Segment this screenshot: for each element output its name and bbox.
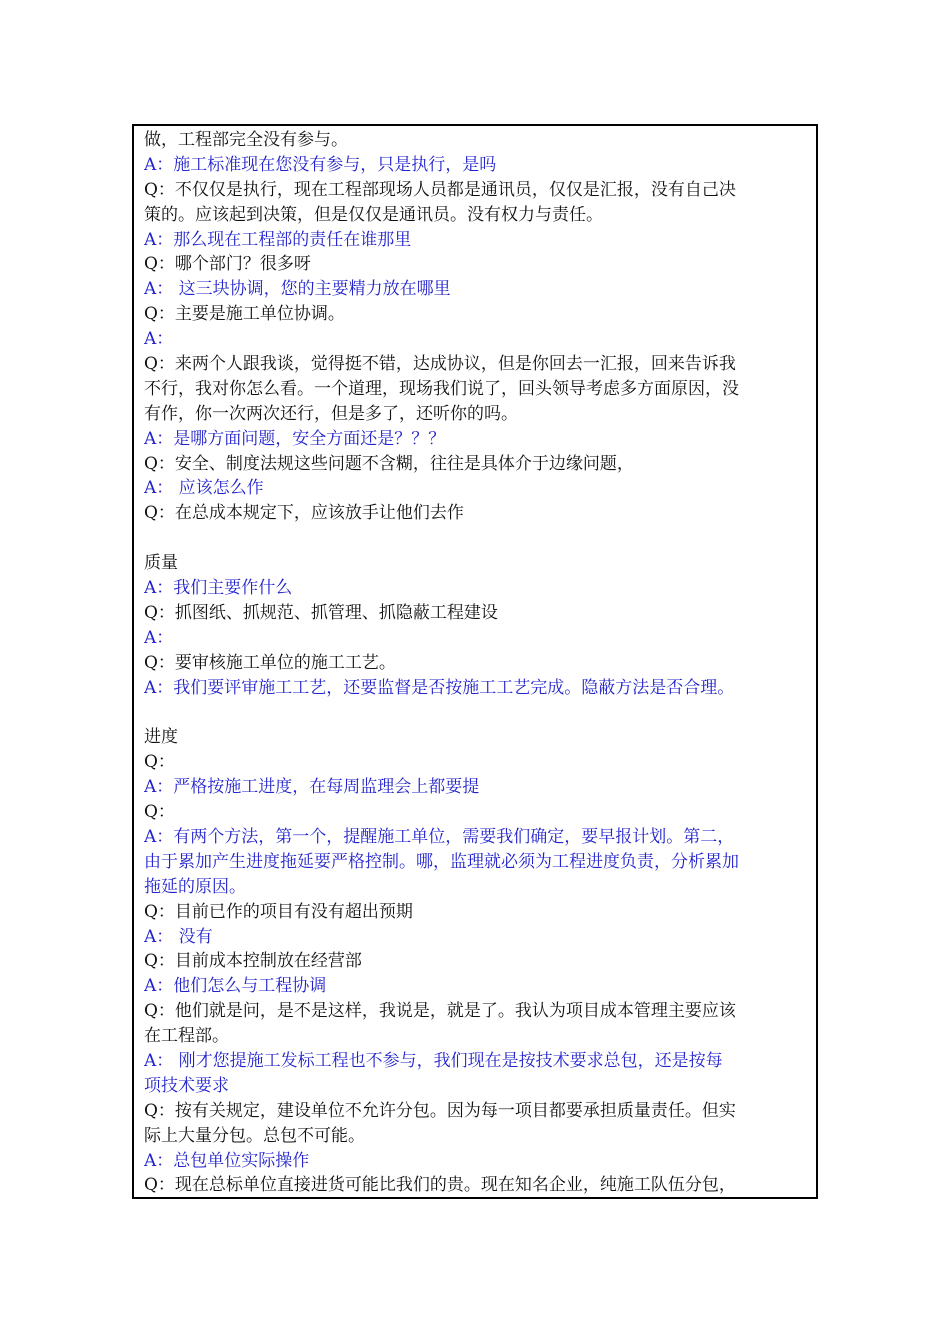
answer-line: 由于累加产生进度拖延要严格控制。哪，监理就必须为工程进度负责，分析累加 <box>144 851 739 872</box>
question-line: Q：按有关规定，建设单位不允许分包。因为每一项目都要承担质量责任。但实 <box>144 1100 736 1121</box>
question-line: Q：抓图纸、抓规范、抓管理、抓隐蔽工程建设 <box>144 602 498 623</box>
answer-line: A： 应该怎么作 <box>144 478 264 499</box>
answer-line: A：是哪方面问题，安全方面还是？？？ <box>144 428 446 449</box>
answer-line: A： 没有 <box>144 926 213 947</box>
transcript-content <box>144 128 808 1198</box>
question-line: Q： <box>144 802 175 823</box>
answer-line: A：总包单位实际操作 <box>144 1150 310 1171</box>
answer-line: A：我们主要作什么 <box>144 578 293 599</box>
answer-line: A：那么现在工程部的责任在谁那里 <box>144 229 412 250</box>
answer-line: 拖延的原因。 <box>144 876 246 897</box>
interview-transcript-frame <box>132 124 818 1199</box>
question-line: Q：现在总标单位直接进货可能比我们的贵。现在知名企业，纯施工队伍分包， <box>144 1175 736 1196</box>
question-line: 在工程部。 <box>144 1026 229 1047</box>
question-line: 有作，你一次两次还行，但是多了，还听你的吗。 <box>144 403 518 424</box>
blank-line <box>144 526 808 551</box>
answer-line: A：我们要评审施工工艺，还要监督是否按施工工艺完成。隐蔽方法是否合理。 <box>144 677 735 698</box>
question-line: Q：目前成本控制放在经营部 <box>144 951 362 972</box>
answer-line: 项技术要求 <box>144 1075 229 1096</box>
section-heading: 质量 <box>144 553 178 574</box>
question-line: Q：在总成本规定下，应该放手让他们去作 <box>144 503 464 524</box>
answer-line: A：他们怎么与工程协调 <box>144 976 327 997</box>
answer-line: A： 刚才您提施工发标工程也不参与，我们现在是按技术要求总包，还是按每 <box>144 1050 723 1071</box>
section-heading: 进度 <box>144 727 178 748</box>
question-line: 做，工程部完全没有参与。 <box>144 130 348 150</box>
answer-line: A：有两个方法，第一个，提醒施工单位，需要我们确定，要早报计划。第二， <box>144 826 735 847</box>
answer-line: A： <box>144 627 174 648</box>
question-line: Q：他们就是问，是不是这样，我说是，就是了。我认为项目成本管理主要应该 <box>144 1001 736 1022</box>
question-line: 不行，我对你怎么看。一个道理，现场我们说了，回头领导考虑多方面原因，没 <box>144 378 739 399</box>
answer-line: A： 这三块协调，您的主要精力放在哪里 <box>144 279 451 300</box>
question-line: Q：哪个部门？很多呀 <box>144 254 311 275</box>
blank-line <box>144 700 808 725</box>
question-line: Q：主要是施工单位协调。 <box>144 304 345 325</box>
question-line: Q：不仅仅是执行，现在工程部现场人员都是通讯员，仅仅是汇报，没有自己决 <box>144 179 736 200</box>
question-line: Q：安全、制度法规这些问题不含糊，往往是具体介于边缘问题， <box>144 453 634 474</box>
question-line: Q： <box>144 752 175 773</box>
question-line: Q：来两个人跟我谈，觉得挺不错，达成协议，但是你回去一汇报，回来告诉我 <box>144 354 736 375</box>
question-line: Q：目前已作的项目有没有超出预期 <box>144 901 413 922</box>
answer-line: A：严格按施工进度，在每周监理会上都要提 <box>144 777 480 798</box>
question-line: 策的。应该起到决策，但是仅仅是通讯员。没有权力与责任。 <box>144 204 603 225</box>
answer-line: A： <box>144 329 174 350</box>
question-line: Q：要审核施工单位的施工工艺。 <box>144 652 396 673</box>
question-line: 际上大量分包。总包不可能。 <box>144 1125 365 1146</box>
answer-line: A：施工标准现在您没有参与，只是执行，是吗 <box>144 154 497 175</box>
